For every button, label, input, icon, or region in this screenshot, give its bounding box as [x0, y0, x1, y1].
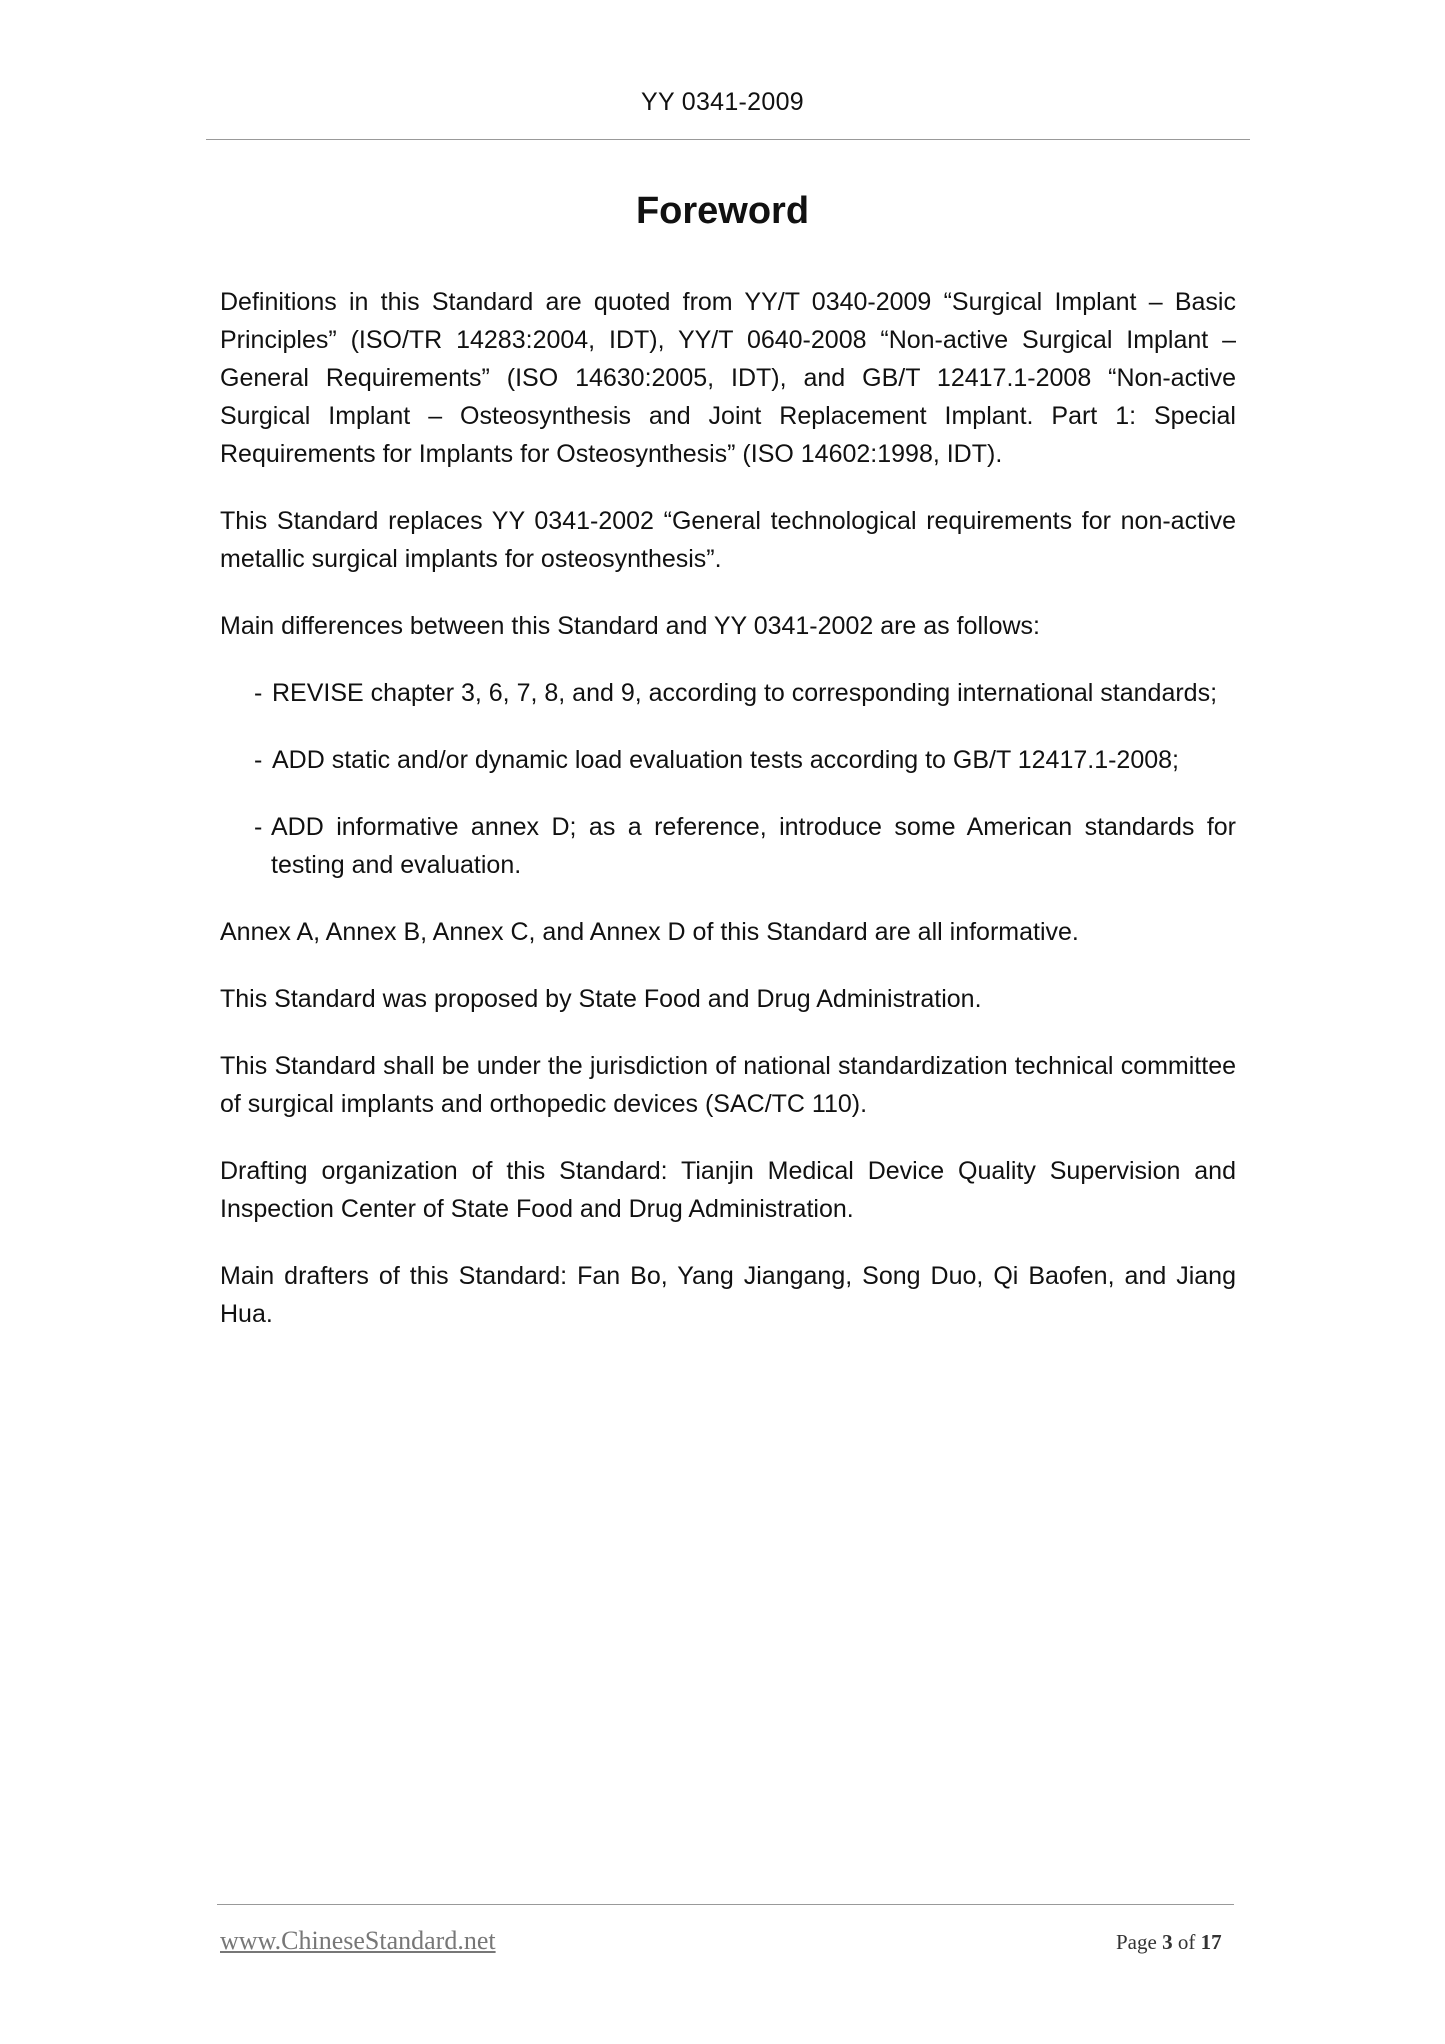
document-code-header: YY 0341-2009 [641, 88, 804, 116]
page-label: Page [1116, 1930, 1157, 1954]
paragraph-replaces: This Standard replaces YY 0341-2002 “General technological requirements for non-active metallic surgical implants for osteosynthesis”. [220, 507, 1236, 573]
footer-divider [217, 1904, 1234, 1905]
website-link[interactable]: www.ChineseStandard.net [220, 1926, 496, 1955]
list-item [220, 808, 1236, 884]
list-item [220, 674, 1236, 712]
paragraph-proposed-by: This Standard was proposed by State Food and Drug Administration. [220, 985, 982, 1013]
list-item-text: ADD informative annex D; as a reference, introduce some American standards for testing and evaluation. [271, 813, 1236, 879]
paragraph-main-drafters: Main drafters of this Standard: Fan Bo, Yang Jiangang, Song Duo, Qi Baofen, and Jiang Hua. [220, 1262, 1236, 1328]
paragraph-annexes: Annex A, Annex B, Annex C, and Annex D of this Standard are all informative. [220, 918, 1079, 946]
page-total: 17 [1200, 1930, 1222, 1954]
paragraph-drafting-organization: Drafting organization of this Standard: Tianjin Medical Device Quality Supervision and Inspection Center of State Food and Drug Administration. [220, 1157, 1236, 1223]
header-divider [206, 139, 1250, 140]
page-title: Foreword [635, 190, 810, 232]
paragraph-jurisdiction: This Standard shall be under the jurisdiction of national standardization technical committee of surgical implants and orthopedic devices (SAC/TC 110). [220, 1052, 1236, 1118]
foreword-body [220, 283, 1236, 1362]
paragraph-definitions: Definitions in this Standard are quoted from YY/T 0340-2009 “Surgical Implant – Basic Principles” (ISO/TR 14283:2004, IDT), YY/T 0640-2008 “Non-active Surgical Implant – General Requirements” (ISO 14630:2005, IDT), and GB/T 12417.1-2008 “Non-active Surgical Implant – Osteosynthesis and Joint Replacement Implant. Part 1: Special Requirements for Implants for Osteosynthesis” (ISO 14602:1998, IDT). [220, 288, 1236, 468]
list-item [220, 741, 1236, 779]
list-item-text: ADD static and/or dynamic load evaluation tests according to GB/T 12417.1-2008; [272, 746, 1179, 774]
page-of-label: of [1177, 1930, 1196, 1954]
list-item-text: REVISE chapter 3, 6, 7, 8, and 9, according to corresponding international standards; [272, 679, 1218, 707]
list-marker: - [254, 813, 263, 841]
page-current: 3 [1162, 1930, 1173, 1954]
list-marker: - [254, 679, 263, 707]
page-number [1116, 1930, 1222, 1955]
paragraph-differences-intro: Main differences between this Standard and YY 0341-2002 are as follows: [220, 612, 1040, 640]
list-marker: - [254, 746, 263, 774]
